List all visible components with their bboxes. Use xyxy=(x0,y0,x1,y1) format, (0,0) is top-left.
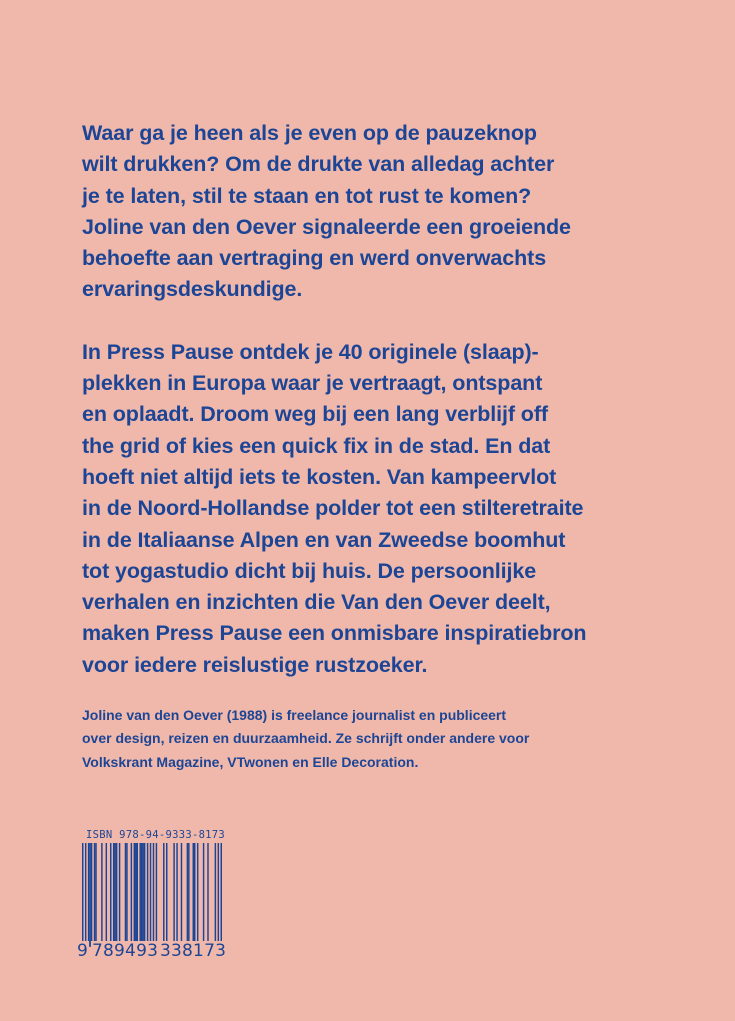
text-line: Waar ga je heen als je even op de pauzeknop xyxy=(82,121,537,145)
text-line: en oplaadt. Droom weg bij een lang verblijf off xyxy=(82,402,548,427)
barcode-digits-right: 338173 xyxy=(160,941,227,961)
text-line: In Press Pause ontdek je 40 originele (slaap)- xyxy=(82,339,539,364)
text-line: in de Noord-Hollandse polder tot een stilteretraite xyxy=(82,496,584,521)
text-line: over design, reizen en duurzaamheid. Ze schrijft onder andere voor xyxy=(82,730,530,747)
blurb-paragraph-2 xyxy=(82,337,662,681)
barcode-digit-first: 9 xyxy=(77,941,89,961)
isbn-barcode-block xyxy=(77,829,230,969)
blurb xyxy=(82,118,662,681)
text-line: in de Italiaanse Alpen en van Zweedse boomhut xyxy=(82,527,566,552)
author-bio xyxy=(82,704,682,774)
text-line: Joline van den Oever (1988) is freelance journalist en publiceert xyxy=(82,707,507,723)
blurb-paragraph-1 xyxy=(82,118,662,306)
barcode-digits-left: 789493 xyxy=(92,941,159,961)
isbn-label: ISBN 978-94-9333-8173 xyxy=(86,829,226,841)
text-line: voor iedere reislustige rustzoeker. xyxy=(82,652,428,677)
text-line: ervaringsdeskundige. xyxy=(82,277,303,302)
text-line: behoefte aan vertraging en werd onverwachts xyxy=(82,246,547,271)
text-line: wilt drukken? Om de drukte van alledag achter xyxy=(82,152,555,177)
text-line: hoeft niet altijd iets te kosten. Van kampeervlot xyxy=(82,464,557,489)
text-line: tot yogastudio dicht bij huis. De persoonlijke xyxy=(82,558,537,583)
text-line: maken Press Pause een onmisbare inspiratiebron xyxy=(82,621,587,646)
text-line: je te laten, stil te staan en tot rust te komen? xyxy=(82,183,532,208)
text-line: plekken in Europa waar je vertraagt, ontspant xyxy=(82,371,543,396)
text-line: Joline van den Oever signaleerde een groeiende xyxy=(82,214,571,239)
text-line: verhalen en inzichten die Van den Oever deelt, xyxy=(82,590,551,615)
text-line: the grid of kies een quick fix in de stad. En dat xyxy=(82,433,551,458)
text-line: Volkskrant Magazine, VTwonen en Elle Decoration. xyxy=(82,753,419,770)
